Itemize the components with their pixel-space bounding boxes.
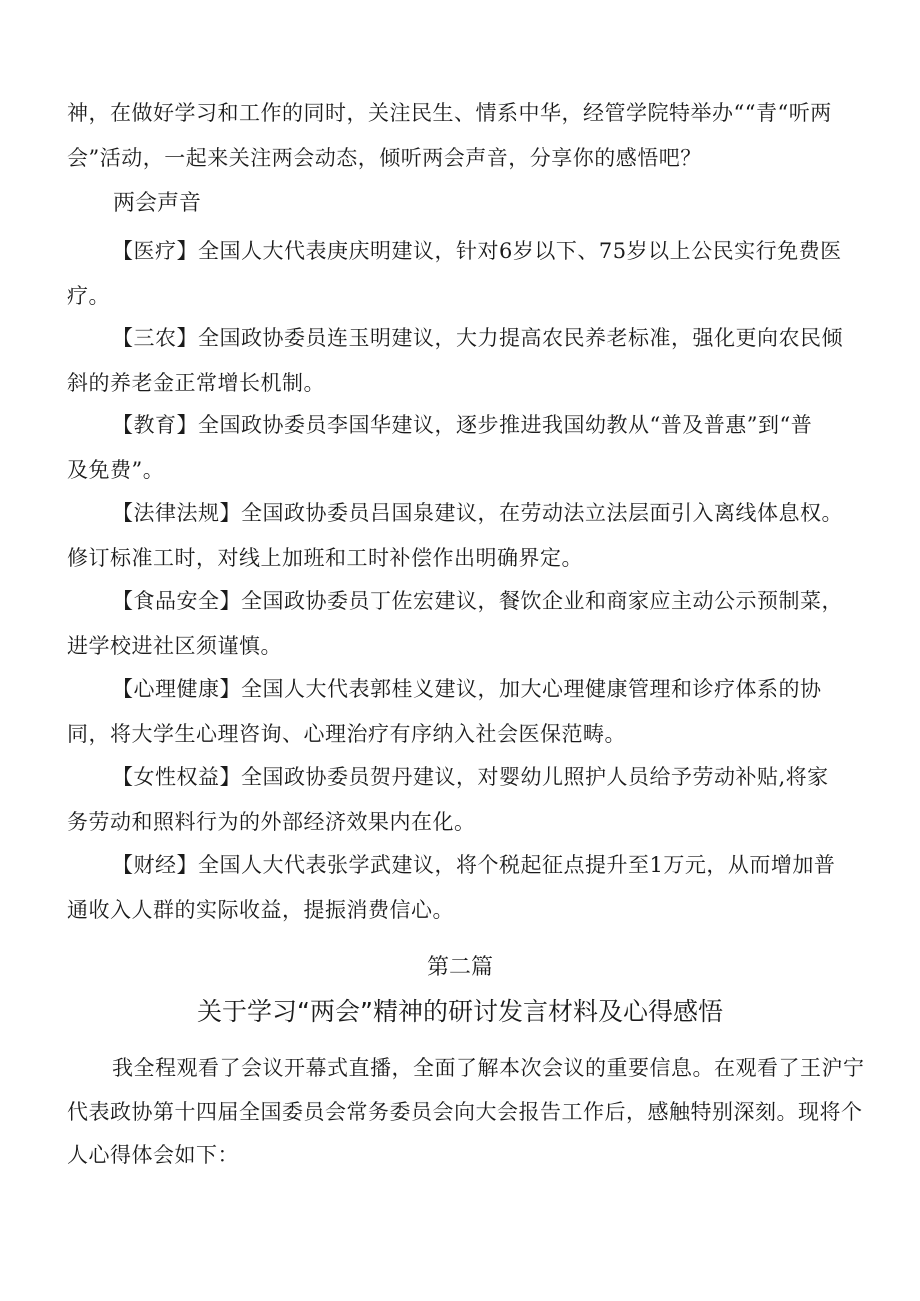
proposal-agriculture-line-1: 【三农】全国政协委员连玉明建议，大力提高农民养老标准，强化更向农民倾 — [112, 326, 843, 350]
proposal-law-line-1: 【法律法规】全国政协委员吕国泉建议，在劳动法立法层面引入离线体息权。 — [112, 501, 843, 525]
proposal-food-safety-line-1: 【食品安全】全国政协委员丁佐宏建议，餐饮企业和商家应主动公示预制菜， — [112, 589, 843, 613]
section-heading: 两会声音 — [113, 191, 202, 216]
proposal-agriculture-line-2: 斜的养老金正常增长机制。 — [67, 371, 325, 395]
proposal-food-safety-line-2: 进学校进社区须谨慎。 — [67, 634, 282, 658]
proposal-finance-line-2: 通收入人群的实际收益，提振消费信心。 — [67, 898, 454, 922]
body-line-3: 人心得体会如下： — [67, 1143, 239, 1167]
proposal-mental-health-line-1: 【心理健康】全国人大代表郭桂义建议，加大心理健康管理和诊疗体系的协 — [112, 677, 822, 701]
proposal-medical-line-2: 疗。 — [67, 284, 110, 308]
proposal-women-rights-line-1: 【女性权益】全国政协委员贺丹建议，对婴幼儿照护人员给予劳动补贴,将家 — [112, 765, 829, 789]
intro-line-2: 会”活动，一起来关注两会动态，倾听两会声音，分享你的感悟吧？ — [67, 146, 702, 170]
article-title: 关于学习“两会”精神的研讨发言材料及心得感悟 — [197, 997, 723, 1026]
intro-line-1: 神，在做好学习和工作的同时，关注民生、情系中华，经管学院特举办““青“听两 — [67, 101, 832, 125]
proposal-law-line-2: 修订标准工时，对线上加班和工时补偿作出明确界定。 — [67, 546, 583, 570]
proposal-education-line-1: 【教育】全国政协委员李国华建议，逐步推进我国幼教从“普及普惠”到“普 — [112, 413, 813, 437]
proposal-medical-line-1: 【医疗】全国人大代表庚庆明建议，针对6岁以下、75岁以上公民实行免费医 — [112, 239, 842, 263]
proposal-women-rights-line-2: 务劳动和照料行为的外部经济效果内在化。 — [67, 810, 476, 834]
proposal-mental-health-line-2: 同，将大学生心理咨询、心理治疗有序纳入社会医保范畴。 — [67, 722, 626, 746]
proposal-finance-line-1: 【财经】全国人大代表张学武建议，将个税起征点提升至1万元，从而增加普 — [112, 853, 836, 877]
body-line-1: 我全程观看了会议开幕式直播，全面了解本次会议的重要信息。在观看了王沪宁 — [112, 1056, 865, 1080]
proposal-education-line-2: 及免费”。 — [67, 458, 165, 482]
part-heading: 第二篇 — [426, 955, 493, 980]
body-line-2: 代表政协第十四届全国委员会常务委员会向大会报告工作后，感触特别深刻。现将个 — [67, 1100, 863, 1124]
